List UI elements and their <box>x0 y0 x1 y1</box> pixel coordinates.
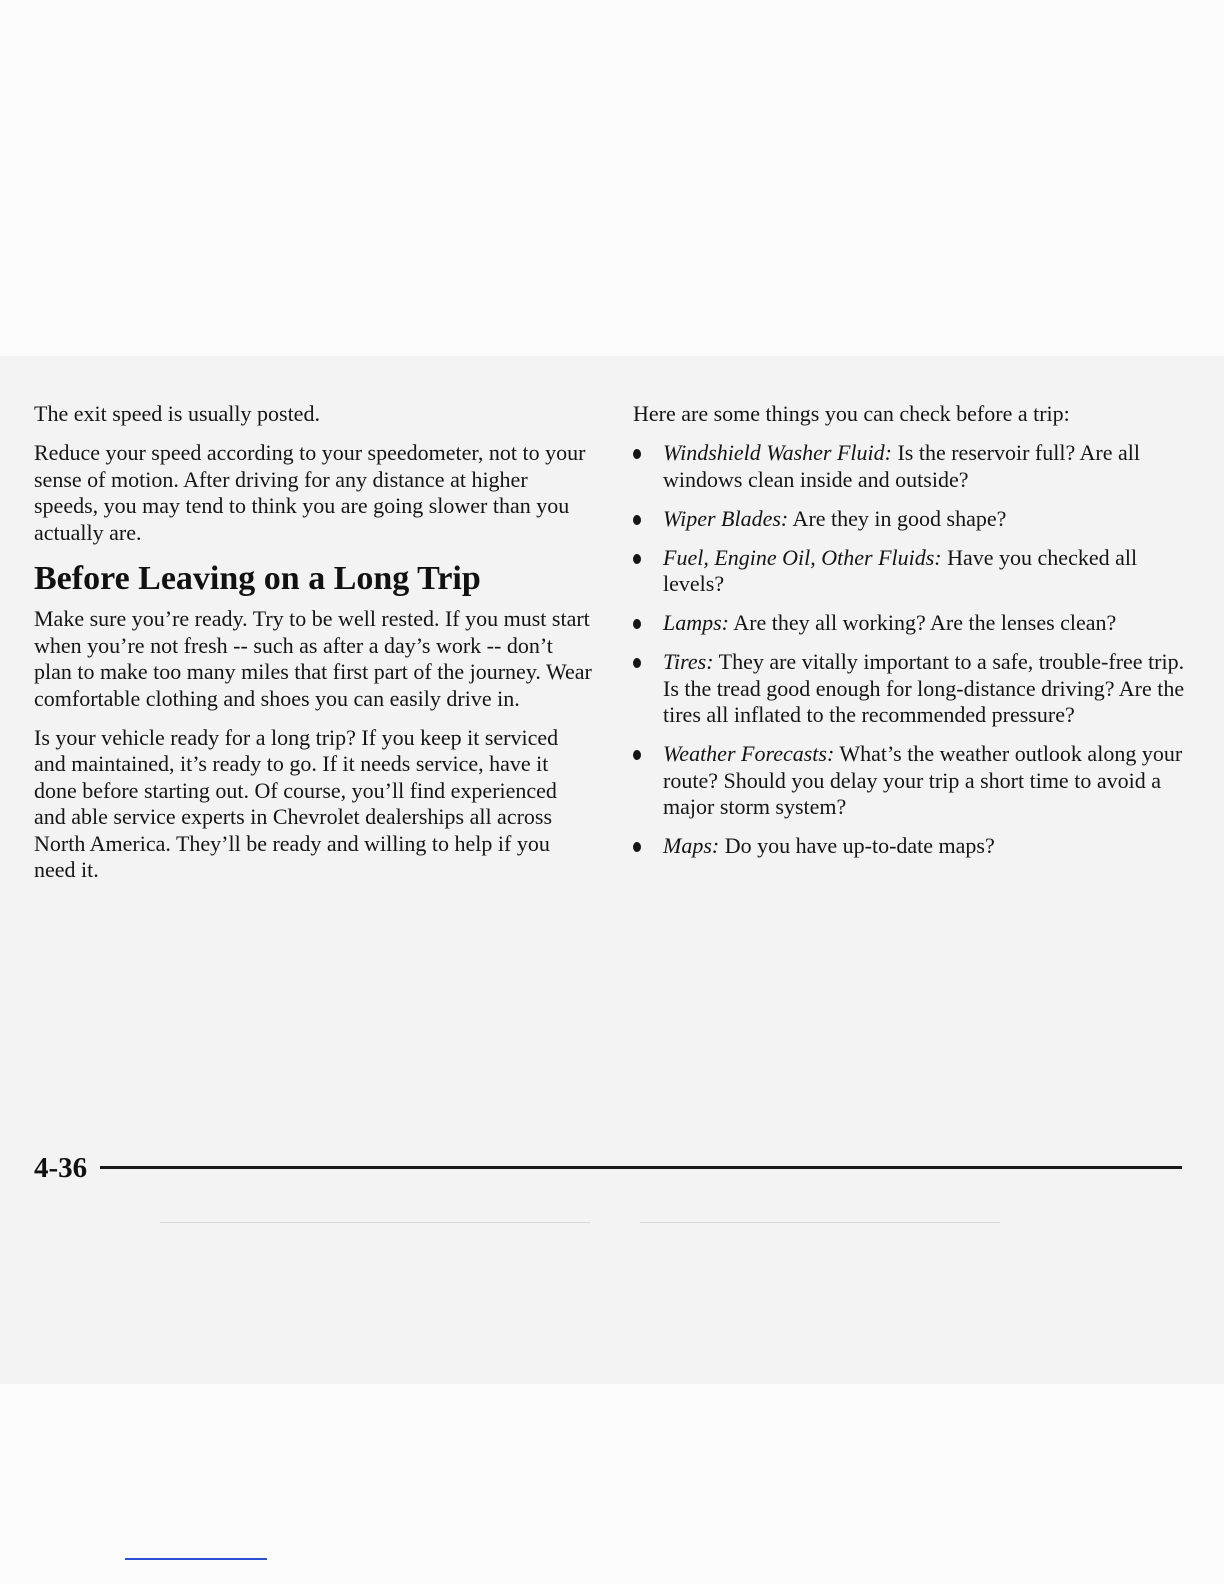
checklist-item-label: Fuel, Engine Oil, Other Fluids: <box>663 544 942 570</box>
checklist-item-maps <box>633 833 1193 860</box>
checklist-item-fluids <box>633 545 1193 598</box>
checklist-item-label: Maps: <box>663 833 720 858</box>
checklist-item-label: Wiper Blades: <box>663 505 789 531</box>
checklist-item-text: Is the reservoir full? Are all windows clean inside and outside? <box>663 440 1140 492</box>
checklist-item-label: Lamps: <box>663 610 730 635</box>
bullet-icon <box>633 750 641 760</box>
checklist-intro: Here are some things you can check before a trip: <box>633 401 1070 426</box>
be-ready-paragraph: Make sure you’re ready. Try to be well rested. If you must start when you’re not fresh -- such as after a day’s work -- don’t plan to make too many miles that first part of the journey. Wear comfortable clothing and shoes you can easily drive in. <box>34 606 592 711</box>
bullet-icon <box>633 449 641 459</box>
blue-underline-mark <box>125 1558 267 1560</box>
checklist-item-text: What’s the weather outlook along your route? Should you delay your trip a short time to avoid a major storm system? <box>663 741 1183 819</box>
checklist-item-text: Do you have up-to-date maps? <box>719 833 995 858</box>
checklist-item-text: Have you checked all levels? <box>663 544 1138 596</box>
section-heading: Before Leaving on a Long Trip <box>34 560 481 597</box>
checklist-item-wiper-blades <box>633 506 1193 533</box>
bullet-icon <box>633 515 641 525</box>
scan-artifact-line <box>160 1222 590 1223</box>
bullet-icon <box>633 842 641 852</box>
right-column <box>633 401 1193 872</box>
page-footer <box>34 1150 1184 1186</box>
footer-rule <box>100 1166 1182 1169</box>
scan-artifact-line <box>640 1222 1000 1223</box>
checklist-item-text: Are they in good shape? <box>788 505 1007 531</box>
checklist-item-weather <box>633 741 1193 821</box>
trip-checklist <box>633 440 1193 860</box>
checklist-item-tires <box>633 649 1193 729</box>
checklist-item-text: Are they all working? Are the lenses clean? <box>729 610 1117 635</box>
vehicle-ready-paragraph: Is your vehicle ready for a long trip? If you keep it serviced and maintained, it’s ready to go. If it needs service, have it done before starting out. Of course, you’ll find experienced and able service experts in Chevrolet dealerships all across North America. They’ll be ready and willing to help if you need it. <box>34 724 559 882</box>
exit-speed-paragraph: The exit speed is usually posted. <box>34 401 320 426</box>
checklist-item-washer-fluid <box>633 440 1193 493</box>
checklist-item-label: Tires: <box>663 649 714 674</box>
bullet-icon <box>633 554 641 564</box>
page-number: 4-36 <box>34 1152 88 1184</box>
checklist-item-lamps <box>633 610 1193 637</box>
left-column <box>34 401 594 896</box>
bullet-icon <box>633 658 641 668</box>
reduce-speed-paragraph: Reduce your speed according to your speedometer, not to your sense of motion. After driving for any distance at higher speeds, you may tend to think you are going slower than you actually are. <box>34 440 586 545</box>
checklist-item-text: They are vitally important to a safe, trouble-free trip. Is the tread good enough for long-distance driving? Are the tires all inflated to the recommended pressure? <box>663 649 1185 727</box>
checklist-item-label: Windshield Washer Fluid: <box>663 440 892 465</box>
checklist-item-label: Weather Forecasts: <box>663 741 835 766</box>
bullet-icon <box>633 619 641 629</box>
